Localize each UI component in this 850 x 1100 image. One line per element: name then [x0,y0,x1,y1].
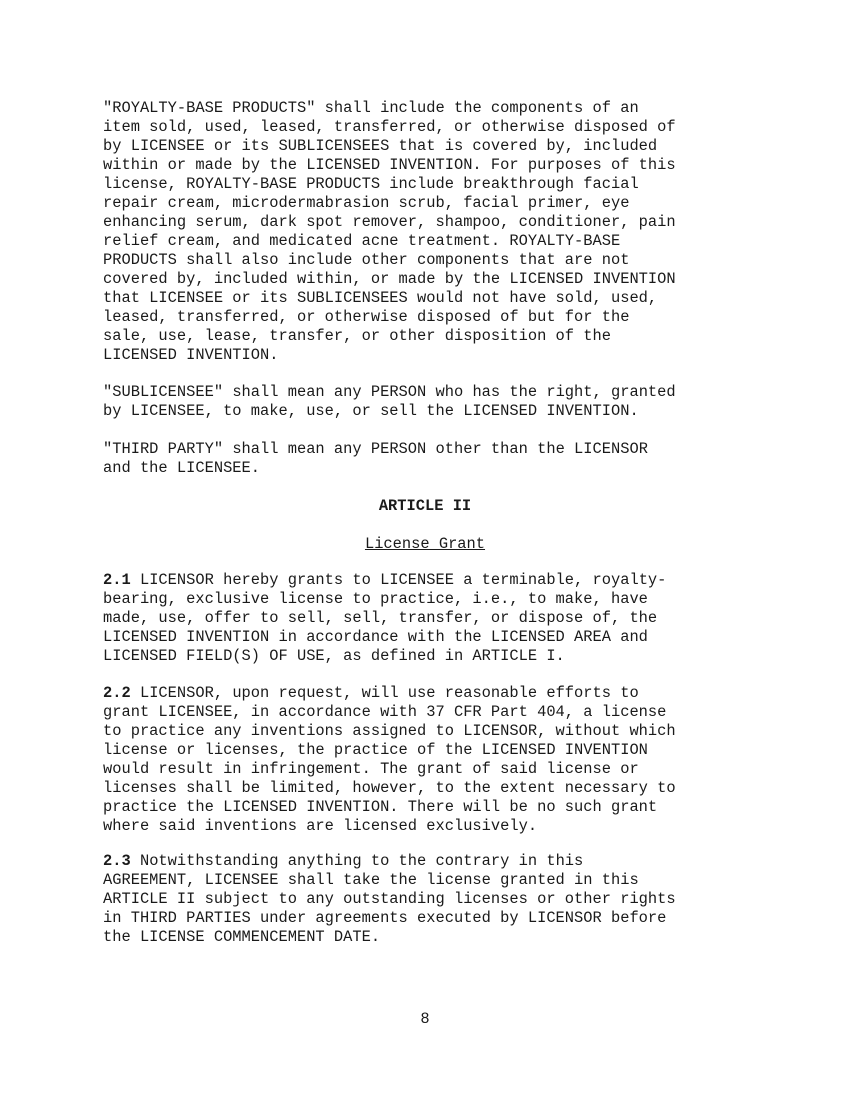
section-number: 2.3 [103,852,131,870]
page-number: 8 [420,1010,430,1028]
section-2-3 [103,852,743,947]
definition-text: shall mean any PERSON other than the LICENSOR and the LICENSEE. [103,440,648,477]
section-text: LICENSOR hereby grants to LICENSEE a terminable, royalty- bearing, exclusive license to practice, i.e., to make, have made, use, offer to sell, sell, transfer, or dispose of, the LICENSED INVENTION in accordance with the LICENSED AREA and LICENSED FIELD(S) OF USE, as defined in ARTICLE I. [103,571,667,665]
definition-term: "THIRD PARTY" [103,440,224,458]
definition-text: shall include the components of an item sold, used, leased, transferred, or otherwise disposed of by LICENSEE or its SUBLICENSEES that is covered by, included within or made by the LICENSED INVENTION. For purposes of this license, ROYALTY-BASE PRODUCTS include breakthrough facial repair cream, microdermabrasion scrub, facial primer, eye enhancing serum, dark spot remover, shampoo, conditioner, pain relief cream, and medicated acne treatment. ROYALTY-BASE PRODUCTS shall also include other components that are not covered by, included within, or made by the LICENSED INVENTION that LICENSEE or its SUBLICENSEES would not have sold, used, leased, transferred, or otherwise disposed of but for the sale, use, lease, transfer, or other disposition of the LICENSED INVENTION. [103,99,676,364]
definition-text: shall mean any PERSON who has the right, granted by LICENSEE, to make, use, or sell the LICENSED INVENTION. [103,383,676,420]
definition-term: "ROYALTY-BASE PRODUCTS" [103,99,316,117]
definition-royalty-base-products [103,99,743,365]
section-text: Notwithstanding anything to the contrary in this AGREEMENT, LICENSEE shall take the license granted in this ARTICLE II subject to any outstanding licenses or other rights in THIRD PARTIES under agreements executed by LICENSOR before the LICENSE COMMENCEMENT DATE. [103,852,676,946]
section-2-1 [103,571,743,666]
definition-sublicensee [103,383,743,421]
section-2-2 [103,684,743,836]
definition-third-party [103,440,743,478]
article-title-text: License Grant [364,535,486,553]
article-heading: ARTICLE II [378,497,472,515]
section-number: 2.2 [103,684,131,702]
article-title [0,535,850,554]
definition-term: "SUBLICENSEE" [103,383,224,401]
section-number: 2.1 [103,571,131,589]
section-text: LICENSOR, upon request, will use reasonable efforts to grant LICENSEE, in accordance with 37 CFR Part 404, a license to practice any inventions assigned to LICENSOR, without which license or licenses, the practice of the LICENSED INVENTION would result in infringement. The grant of said license or licenses shall be limited, however, to the extent necessary to practice the LICENSED INVENTION. There will be no such grant where said inventions are licensed exclusively. [103,684,676,835]
